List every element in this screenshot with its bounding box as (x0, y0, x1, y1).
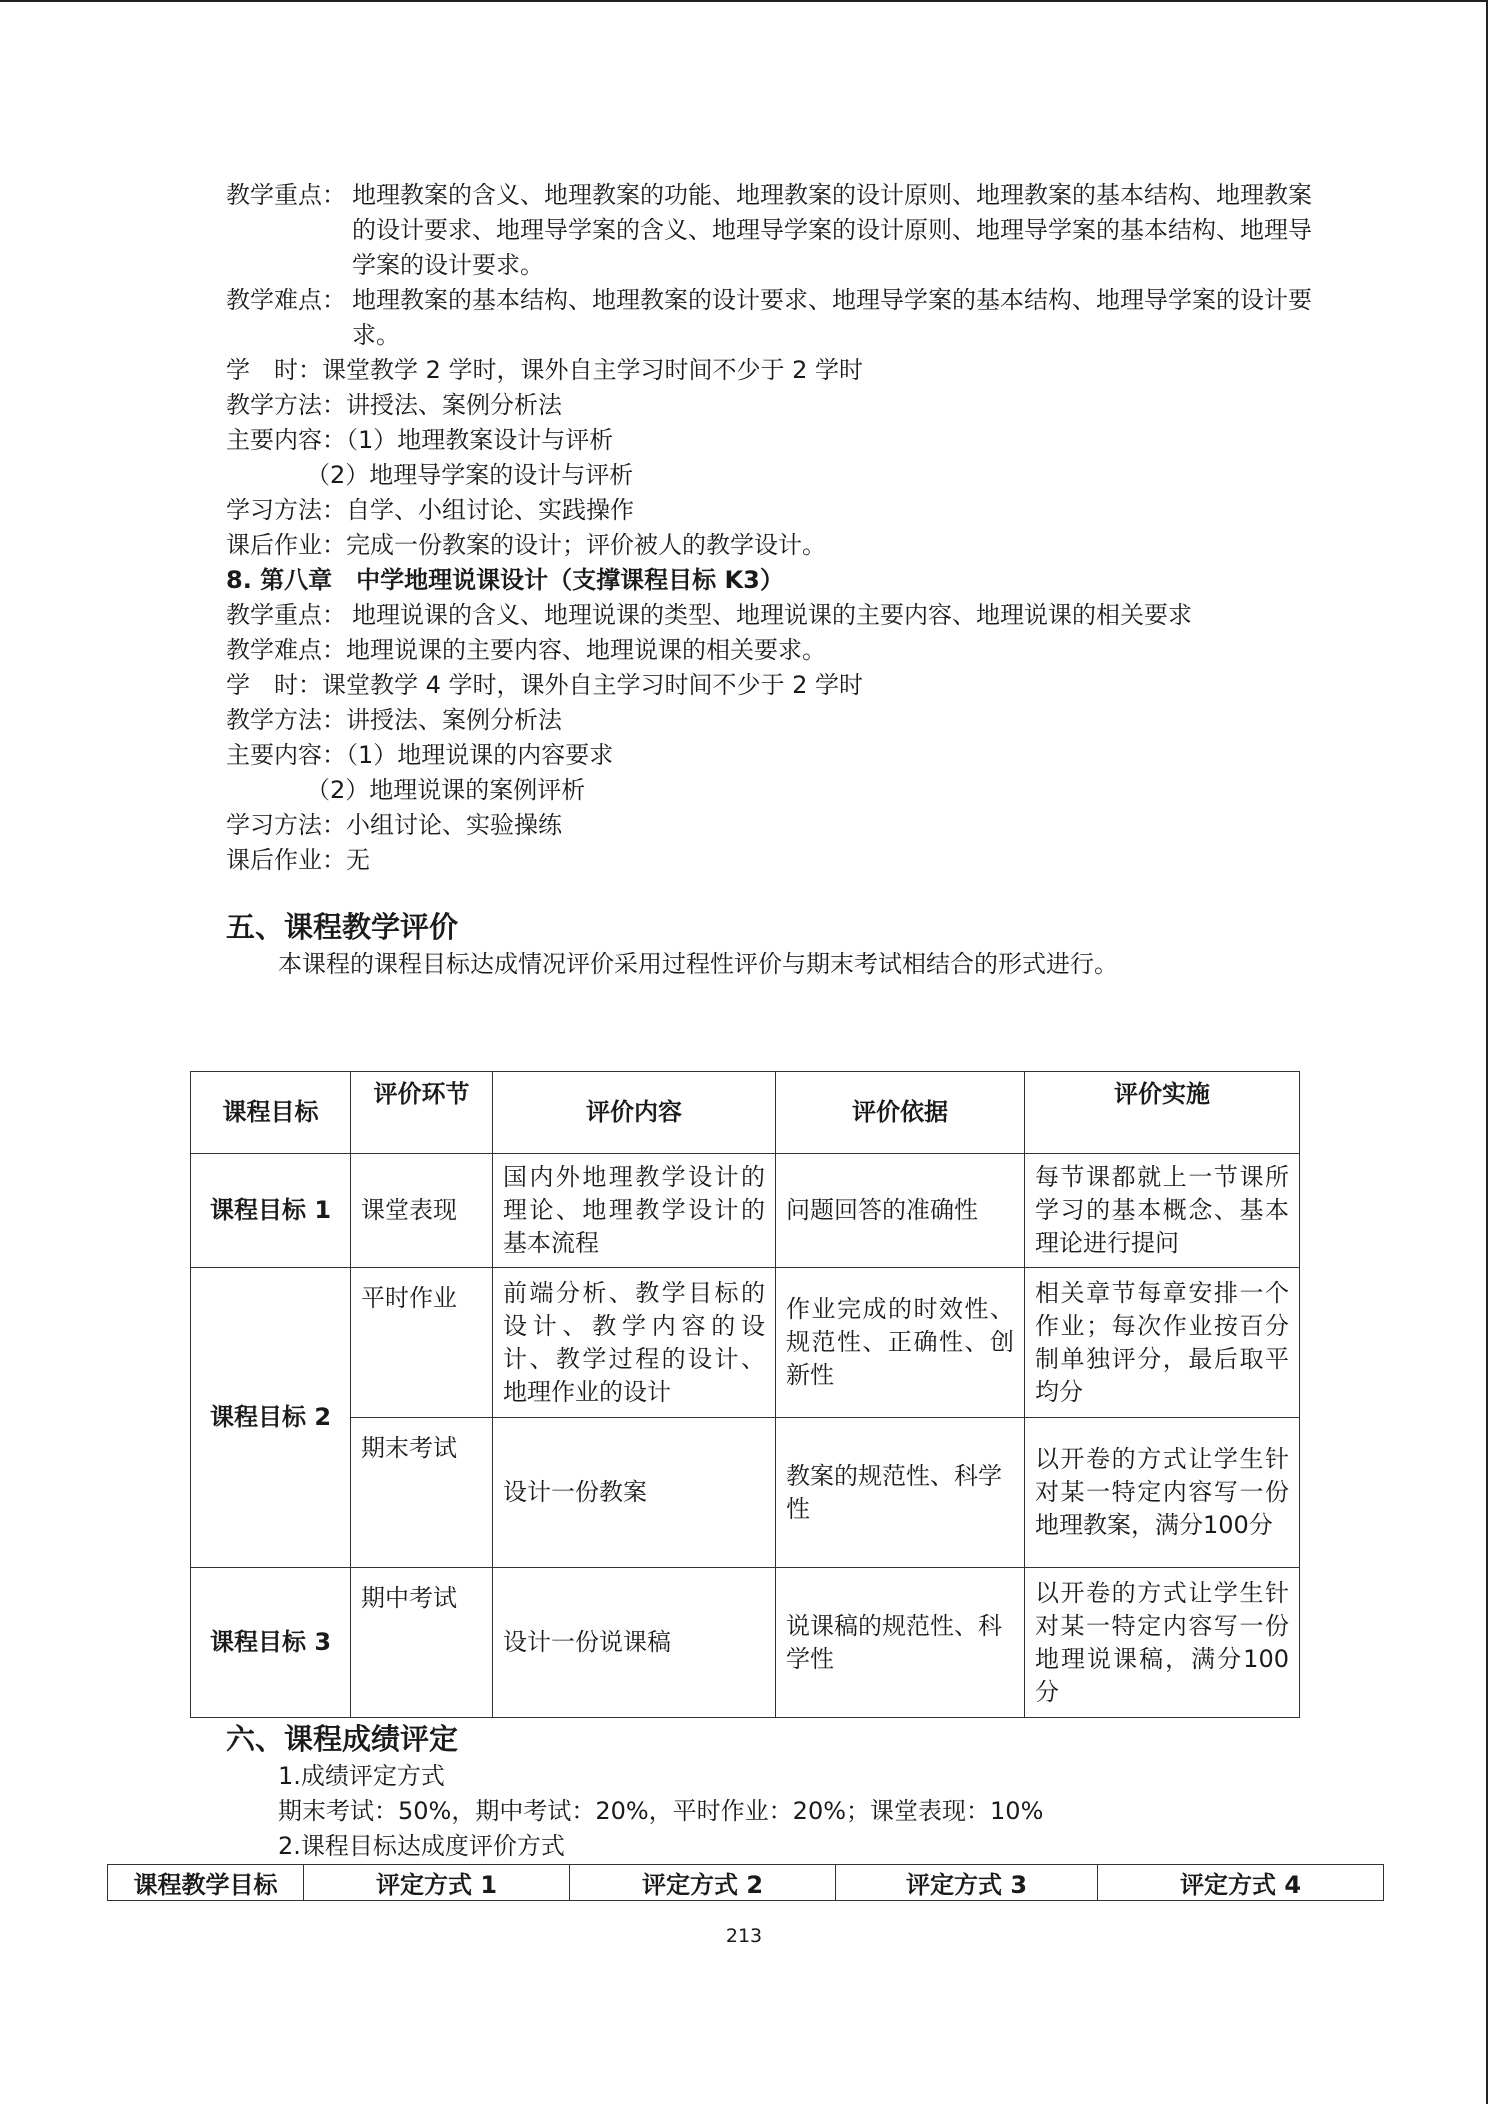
ch7-method: 教学方法：讲授法、案例分析法 (226, 391, 562, 419)
header-cell: 评价环节 (351, 1072, 493, 1154)
basis-cell: 教案的规范性、科学性 (776, 1418, 1025, 1568)
ch8-content-2: （2）地理说课的案例评析 (306, 776, 586, 804)
ch7-content-2: （2）地理导学案的设计与评析 (306, 461, 634, 489)
ch8-hours: 学 时：课堂教学 4 学时，课外自主学习时间不少于 2 学时 (226, 671, 864, 699)
ch7-difficulties (226, 283, 1326, 353)
goal-cell: 课程目标 1 (191, 1154, 351, 1268)
content-cell: 国内外地理教学设计的理论、地理教学设计的基本流程 (493, 1154, 776, 1268)
page-number: 213 (725, 1925, 763, 1947)
table-row (191, 1418, 1300, 1568)
goal-cell: 课程目标 3 (191, 1568, 351, 1718)
section-5-title: 五、课程教学评价 (226, 910, 459, 944)
table-header-row (108, 1865, 1384, 1901)
ch8-content: 主要内容：（1）地理说课的内容要求 (226, 741, 614, 769)
impl-cell: 每节课都就上一节课所学习的基本概念、基本理论进行提问 (1025, 1154, 1300, 1268)
header-cell: 评价依据 (776, 1072, 1025, 1154)
stage-cell: 期末考试 (351, 1418, 493, 1568)
chapter-8-title: 8. 第八章 中学地理说课设计（支撑课程目标 K3） (226, 566, 784, 594)
ch7-content: 主要内容：（1）地理教案设计与评析 (226, 426, 614, 454)
grading-item-2: 2.课程目标达成度评价方式 (278, 1832, 565, 1860)
section-6-title: 六、课程成绩评定 (226, 1722, 459, 1756)
stage-cell: 课堂表现 (351, 1154, 493, 1268)
ch8-study-method: 学习方法：小组讨论、实验操练 (226, 811, 562, 839)
goal-cell: 课程目标 2 (191, 1268, 351, 1568)
table-row (191, 1268, 1300, 1418)
header-cell: 评定方式 2 (570, 1865, 836, 1901)
basis-cell: 问题回答的准确性 (776, 1154, 1025, 1268)
table-header-row (191, 1072, 1300, 1154)
content-cell: 设计一份教案 (493, 1418, 776, 1568)
impl-cell: 以开卷的方式让学生针对某一特定内容写一份地理教案，满分100分 (1025, 1418, 1300, 1568)
grading-weights: 期末考试：50%，期中考试：20%，平时作业：20%；课堂表现：10% (278, 1797, 1044, 1825)
ch8-key-points (226, 598, 1326, 633)
label: 教学重点： (226, 181, 346, 209)
value: 地理说课的含义、地理说课的类型、地理说课的主要内容、地理说课的相关要求 (352, 601, 1192, 629)
ch7-study-method: 学习方法：自学、小组讨论、实践操作 (226, 496, 634, 524)
stage-cell: 期中考试 (351, 1568, 493, 1718)
header-cell: 课程目标 (191, 1072, 351, 1154)
grading-item-1: 1.成绩评定方式 (278, 1762, 445, 1790)
stage-cell: 平时作业 (351, 1268, 493, 1418)
basis-cell: 作业完成的时效性、规范性、正确性、创新性 (776, 1268, 1025, 1418)
ch7-key-points (226, 178, 1326, 283)
impl-cell: 以开卷的方式让学生针对某一特定内容写一份地理说课稿，满分100分 (1025, 1568, 1300, 1718)
section-5-intro: 本课程的课程目标达成情况评价采用过程性评价与期末考试相结合的形式进行。 (278, 950, 1118, 978)
content-cell: 前端分析、教学目标的设计、教学内容的设计、教学过程的设计、地理作业的设计 (493, 1268, 776, 1418)
header-cell: 评定方式 4 (1098, 1865, 1384, 1901)
value: 地理教案的含义、地理教案的功能、地理教案的设计原则、地理教案的基本结构、地理教案的设计要求、地理导学案的含义、地理导学案的设计原则、地理导学案的基本结构、地理导学案的设计要求。 (352, 181, 1312, 279)
basis-cell: 说课稿的规范性、科学性 (776, 1568, 1025, 1718)
header-cell: 评价实施 (1025, 1072, 1300, 1154)
header-cell: 评定方式 1 (304, 1865, 570, 1901)
ch7-hours: 学 时：课堂教学 2 学时，课外自主学习时间不少于 2 学时 (226, 356, 864, 384)
table-row (191, 1568, 1300, 1718)
ch8-homework: 课后作业：无 (226, 846, 370, 874)
ch8-method: 教学方法：讲授法、案例分析法 (226, 706, 562, 734)
ch8-difficulties: 教学难点：地理说课的主要内容、地理说课的相关要求。 (226, 636, 826, 664)
impl-cell: 相关章节每章安排一个作业；每次作业按百分制单独评分，最后取平均分 (1025, 1268, 1300, 1418)
value: 地理教案的基本结构、地理教案的设计要求、地理导学案的基本结构、地理导学案的设计要求。 (352, 286, 1312, 349)
header-cell: 评价内容 (493, 1072, 776, 1154)
header-cell: 评定方式 3 (836, 1865, 1098, 1901)
evaluation-table (190, 1071, 1300, 1718)
content-cell: 设计一份说课稿 (493, 1568, 776, 1718)
ch7-homework: 课后作业：完成一份教案的设计；评价被人的教学设计。 (226, 531, 826, 559)
table-row (191, 1154, 1300, 1268)
page-border-top (0, 0, 1488, 2)
grading-table (107, 1864, 1384, 1901)
header-cell: 课程教学目标 (108, 1865, 304, 1901)
document-body (226, 178, 1326, 982)
label: 教学重点： (226, 601, 346, 629)
label: 教学难点： (226, 286, 346, 314)
section-6 (226, 1719, 1326, 1864)
